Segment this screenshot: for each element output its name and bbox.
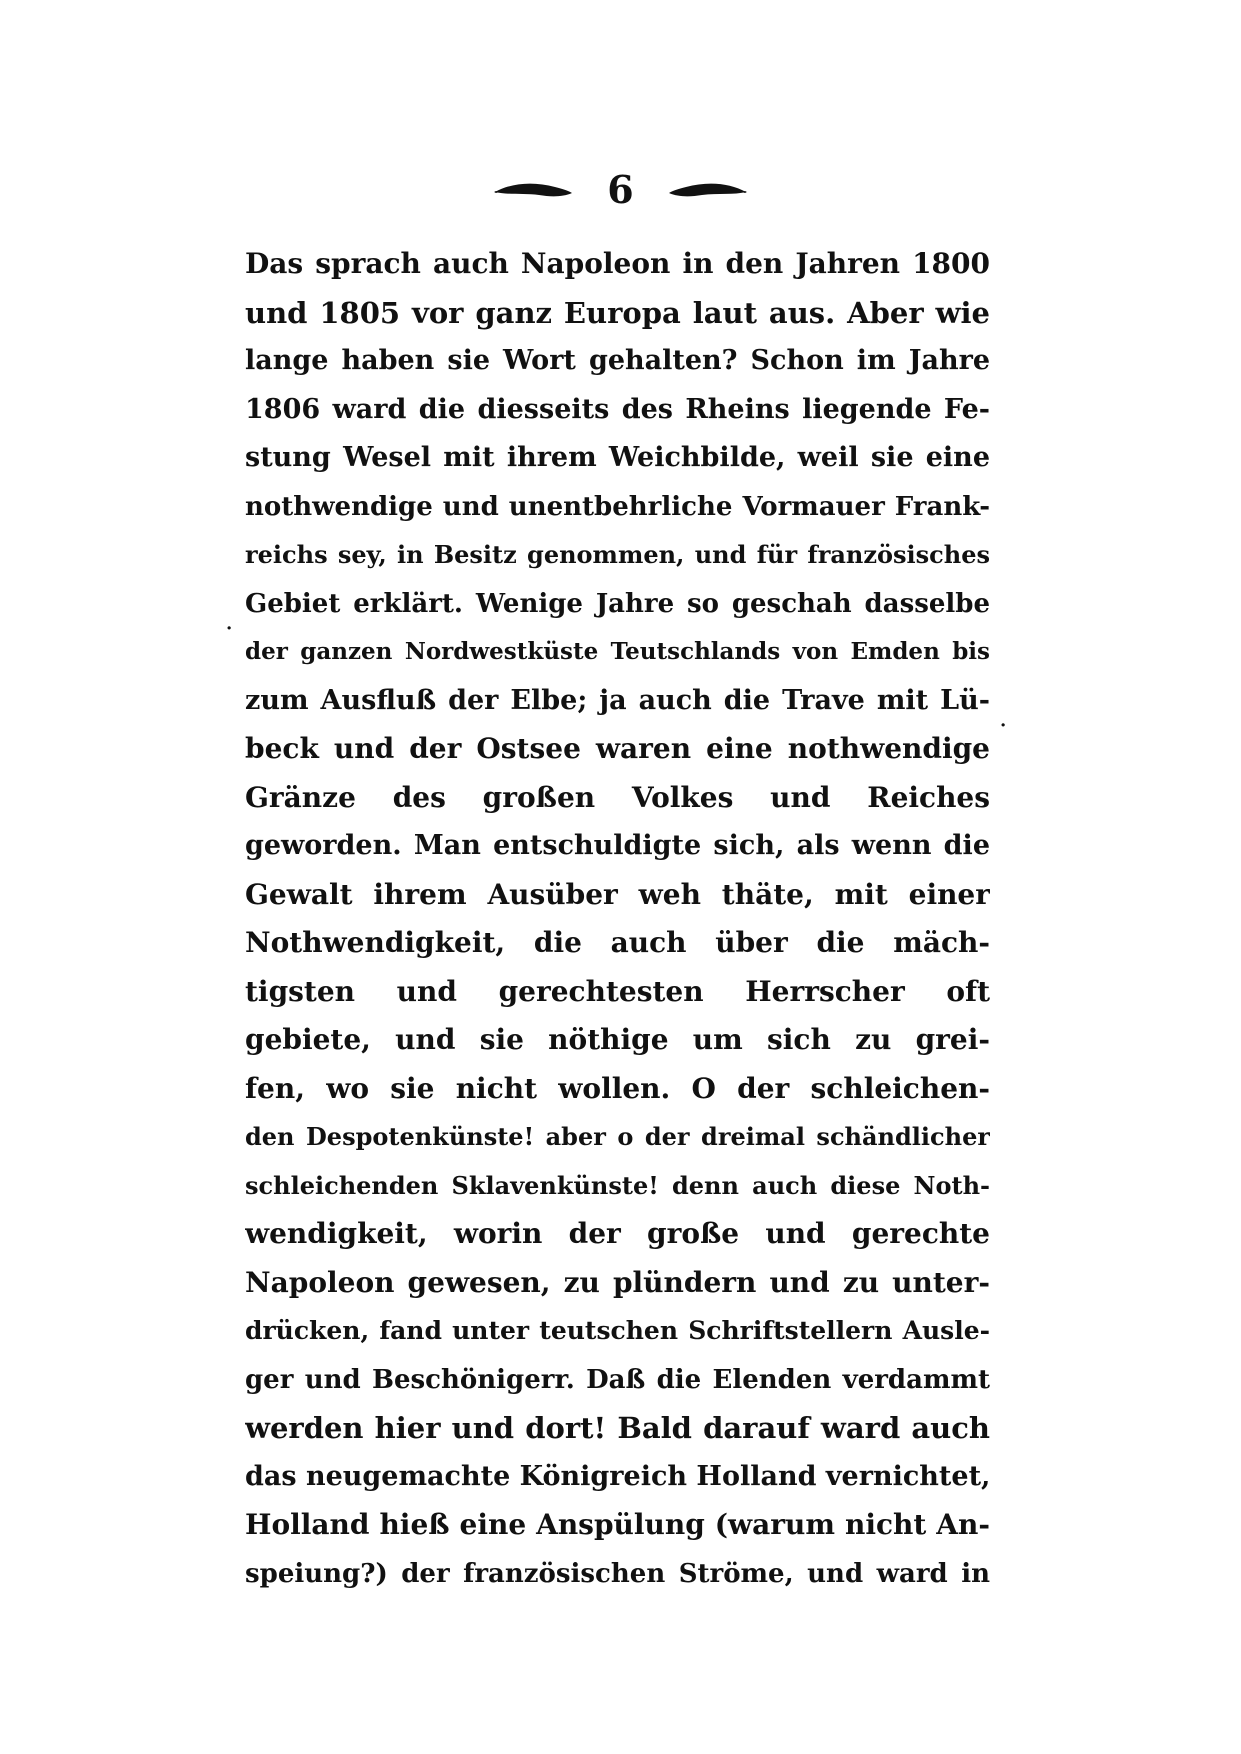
text-line: speiung?) der französischen Ströme, und ward in	[245, 1558, 990, 1589]
text-line: Holland hieß eine Anspülung (warum nicht An-	[245, 1508, 990, 1541]
text-line: schleichenden Sklavenkünste! denn auch diese Noth-	[245, 1170, 990, 1200]
body-text	[245, 240, 990, 1598]
margin-dot-icon: ·	[1000, 715, 1007, 736]
text-line: 1806 ward die diesseits des Rheins liegende Fe-	[245, 393, 990, 425]
text-line: werden hier und dort! Bald darauf ward auch	[245, 1411, 990, 1445]
text-line: Gebiet erklärt. Wenige Jahre so geschah dasselbe	[245, 588, 990, 619]
text-line: gebiete, und sie nöthige um sich zu grei-	[245, 1023, 990, 1056]
page-header	[0, 160, 1241, 220]
text-line: nothwendige und unentbehrliche Vormauer Frank-	[245, 491, 990, 522]
text-line: geworden. Man entschuldigte sich, als wenn die	[245, 830, 990, 861]
text-line: Das sprach auch Napoleon in den Jahren 1800	[245, 247, 990, 280]
text-line: Nothwendigkeit, die auch über die mäch-	[245, 926, 990, 959]
text-line: reichs sey, in Besitz genommen, und für französisches	[245, 540, 990, 569]
text-line: drücken, fand unter teutschen Schriftstellern Ausle-	[245, 1316, 990, 1345]
text-line: beck und der Ostsee waren eine nothwendige	[245, 732, 990, 765]
page-number: 6	[607, 167, 634, 212]
text-line: der ganzen Nordwestküste Teutschlands von Emden bis	[245, 638, 990, 665]
margin-dot-icon: ·	[226, 618, 233, 639]
text-line: Gewalt ihrem Ausüber weh thäte, mit einer	[245, 877, 990, 911]
text-line: Napoleon gewesen, zu plündern und zu unter-	[245, 1265, 990, 1299]
right-ornament-icon	[668, 177, 748, 203]
text-line: tigsten und gerechtesten Herrscher oft	[245, 974, 990, 1008]
text-line: das neugemachte Königreich Holland vernichtet,	[245, 1460, 990, 1492]
text-line: stung Wesel mit ihrem Weichbilde, weil sie eine	[245, 442, 990, 473]
text-line: ger und Beschönigerr. Daß die Elenden verdammt	[245, 1364, 990, 1395]
text-line: wendigkeit, worin der große und gerechte	[245, 1217, 990, 1250]
text-line: Gränze des großen Volkes und Reiches	[245, 780, 990, 814]
text-line: zum Ausfluß der Elbe; ja auch die Trave mit Lü-	[245, 684, 990, 716]
text-line: und 1805 vor ganz Europa laut aus. Aber wie	[245, 295, 990, 330]
left-ornament-icon	[493, 177, 573, 203]
text-line: lange haben sie Wort gehalten? Schon im Jahre	[245, 345, 990, 376]
text-line: fen, wo sie nicht wollen. O der schleichen-	[245, 1071, 990, 1105]
text-line: den Despotenkünste! aber o der dreimal schändlicher	[245, 1122, 990, 1151]
